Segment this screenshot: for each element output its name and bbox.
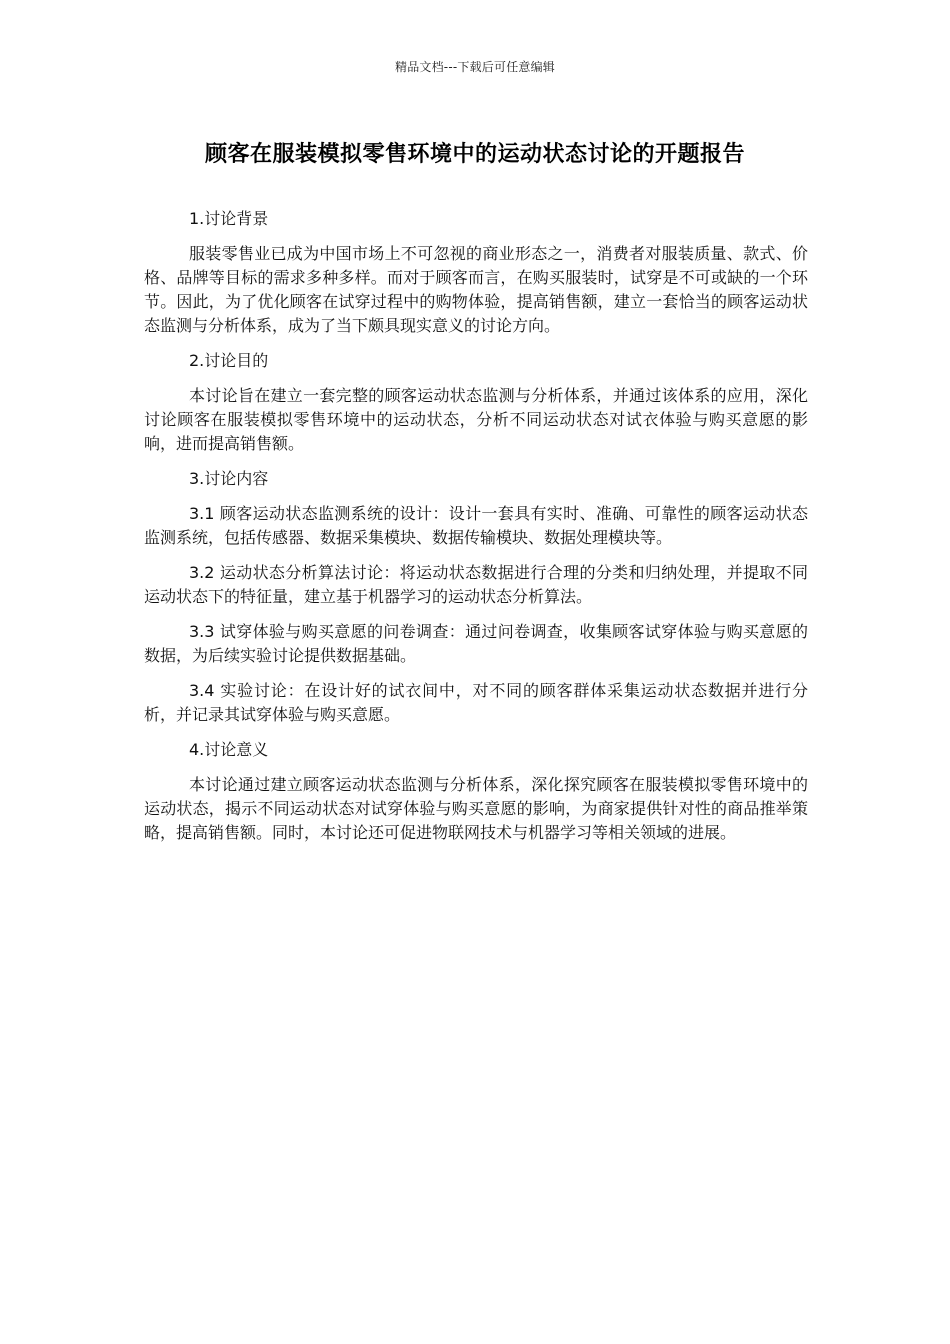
section-heading-purpose: 2.讨论目的 [189, 351, 269, 370]
paragraph-content-3-2: 3.2 运动状态分析算法讨论：将运动状态数据进行合理的分类和归纳处理，并提取不同运动状态下的特征量，建立基于机器学习的运动状态分析算法。 [144, 563, 808, 606]
paragraph-background: 服装零售业已成为中国市场上不可忽视的商业形态之一，消费者对服装质量、款式、价格、品牌等目标的需求多种多样。而对于顾客而言，在购买服装时，试穿是不可或缺的一个环节。因此，为了优化顾客在试穿过程中的购物体验，提高销售额，建立一套恰当的顾客运动状态监测与分析体系，成为了当下颇具现实意义的讨论方向。 [144, 244, 808, 335]
paragraph-content-3-4: 3.4 实验讨论：在设计好的试衣间中，对不同的顾客群体采集运动状态数据并进行分析，并记录其试穿体验与购买意愿。 [144, 681, 808, 724]
document-body [144, 207, 808, 856]
paragraph-purpose: 本讨论旨在建立一套完整的顾客运动状态监测与分析体系，并通过该体系的应用，深化讨论顾客在服装模拟零售环境中的运动状态，分析不同运动状态对试衣体验与购买意愿的影响，进而提高销售额。 [144, 386, 808, 453]
paragraph-content-3-3: 3.3 试穿体验与购买意愿的问卷调查：通过问卷调查，收集顾客试穿体验与购买意愿的数据，为后续实验讨论提供数据基础。 [144, 622, 808, 665]
document-title: 顾客在服装模拟零售环境中的运动状态讨论的开题报告 [204, 142, 745, 167]
section-heading-significance: 4.讨论意义 [189, 740, 269, 759]
paragraph-significance: 本讨论通过建立顾客运动状态监测与分析体系，深化探究顾客在服装模拟零售环境中的运动状态，揭示不同运动状态对试穿体验与购买意愿的影响，为商家提供针对性的商品推举策略，提高销售额。同时，本讨论还可促进物联网技术与机器学习等相关领域的进展。 [144, 775, 808, 842]
section-heading-background: 1.讨论背景 [189, 209, 269, 228]
paragraph-content-3-1: 3.1 顾客运动状态监测系统的设计：设计一套具有实时、准确、可靠性的顾客运动状态监测系统，包括传感器、数据采集模块、数据传输模块、数据处理模块等。 [144, 504, 808, 547]
section-heading-content: 3.讨论内容 [189, 469, 269, 488]
header-note: 精品文档---下载后可任意编辑 [395, 60, 555, 74]
